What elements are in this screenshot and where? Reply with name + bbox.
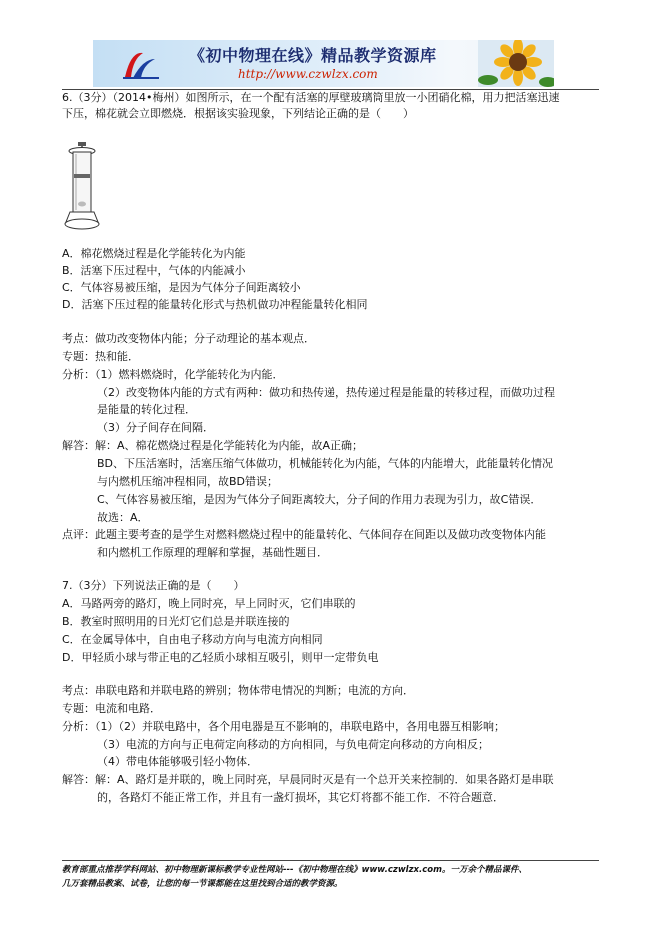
q7-option-b: B．教室时照明用的日光灯它们总是并联连接的 — [62, 615, 290, 628]
q6-analysis: 分析：（1）燃料燃烧时，化学能转化为内能． — [62, 368, 284, 381]
q7-analysis-line: （4）带电体能够吸引轻小物体． — [97, 755, 258, 768]
q7-option-c: C．在金属导体中，自由电子移动方向与电流方向相同 — [62, 633, 323, 646]
q6-analysis-line: 是能量的转化过程． — [97, 403, 196, 416]
glass-cylinder-piston-diagram — [62, 140, 102, 237]
q6-solution-line: BD、下压活塞时，活塞压缩气体做功，机械能转化为内能，气体的内能增大，此能量转化情况 — [97, 457, 554, 470]
q6-solution: 解答：解：A、棉花燃烧过程是化学能转化为内能，故A正确； — [62, 439, 364, 452]
footer-rule — [62, 860, 599, 861]
q7-analysis: 分析：（1）（2）并联电路中，各个用电器是互不影响的，串联电路中，各用电器互相影响； — [62, 720, 505, 733]
q7-topic: 专题：电流和电路． — [62, 702, 161, 715]
q6-solution-line: C、气体容易被压缩，是因为气体分子间距离较大，分子间的作用力表现为引力，故C错误． — [97, 493, 542, 506]
sunflower-icon — [478, 40, 554, 87]
footer-line: 几万套精品教案、试卷，让您的每一节课都能在这里找到合适的教学资源。 — [62, 879, 343, 889]
q6-stem-line: 6.（3分）（2014•梅州）如图所示，在一个配有活塞的厚壁玻璃筒里放一小团硝化棉，用力把活塞迅速 — [62, 91, 560, 104]
q7-option-d: D．甲轻质小球与带正电的乙轻质小球相互吸引，则甲一定带负电 — [62, 651, 379, 664]
q6-answer: 故选：A． — [97, 511, 149, 524]
q6-option-d: D．活塞下压过程的能量转化形式与热机做功冲程能量转化相同 — [62, 298, 368, 311]
site-logo-icon — [121, 47, 161, 81]
q6-topic: 专题：热和能． — [62, 350, 139, 363]
q7-solution-line: 的，各路灯不能正常工作，并且有一盏灯损坏，其它灯将都不能工作．不符合题意． — [97, 791, 504, 804]
q6-analysis-line: （2）改变物体内能的方式有两种：做功和热传递，热传递过程是能量的转移过程，而做功过程 — [97, 386, 555, 399]
footer-line: 教育部重点推荐学科网站、初中物理新课标教学专业性网站---《初中物理在线》www.czwlzx.com。一万余个精品课件、 — [62, 865, 527, 875]
q7-solution: 解答：解：A、路灯是并联的，晚上同时亮，早晨同时灭是有一个总开关来控制的．如果各路灯是串联 — [62, 773, 554, 786]
q6-analysis-line: （3）分子间存在间隔． — [97, 421, 214, 434]
q6-knowledge-point: 考点：做功改变物体内能；分子动理论的基本观点． — [62, 332, 315, 345]
banner-url[interactable]: http://www.czwlzx.com — [238, 67, 378, 81]
q7-knowledge-point: 考点：串联电路和并联电路的辨别；物体带电情况的判断；电流的方向． — [62, 684, 414, 697]
q7-option-a: A．马路两旁的路灯，晚上同时亮，早上同时灭，它们串联的 — [62, 597, 356, 610]
banner-title: 《初中物理在线》精品教学资源库 — [189, 46, 437, 65]
q6-option-b: B．活塞下压过程中，气体的内能减小 — [62, 264, 246, 277]
q6-option-c: C．气体容易被压缩，是因为气体分子间距离较小 — [62, 281, 301, 294]
q6-stem-line: 下压，棉花就会立即燃烧．根据该实验现象，下列结论正确的是（ ） — [62, 107, 414, 120]
q6-option-a: A．棉花燃烧过程是化学能转化为内能 — [62, 247, 246, 260]
q6-comment: 点评：此题主要考查的是学生对燃料燃烧过程中的能量转化、气体间存在间距以及做功改变物体内能 — [62, 528, 546, 541]
header-banner — [93, 40, 554, 87]
q6-solution-line: 与内燃机压缩冲程相同，故BD错误； — [97, 475, 279, 488]
q7-analysis-line: （3）电流的方向与正电荷定向移动的方向相同，与负电荷定向移动的方向相反； — [97, 738, 489, 751]
q7-stem-line: 7.（3分）下列说法正确的是（ ） — [62, 579, 245, 592]
q6-comment-line: 和内燃机工作原理的理解和掌握，基础性题目． — [97, 546, 328, 559]
